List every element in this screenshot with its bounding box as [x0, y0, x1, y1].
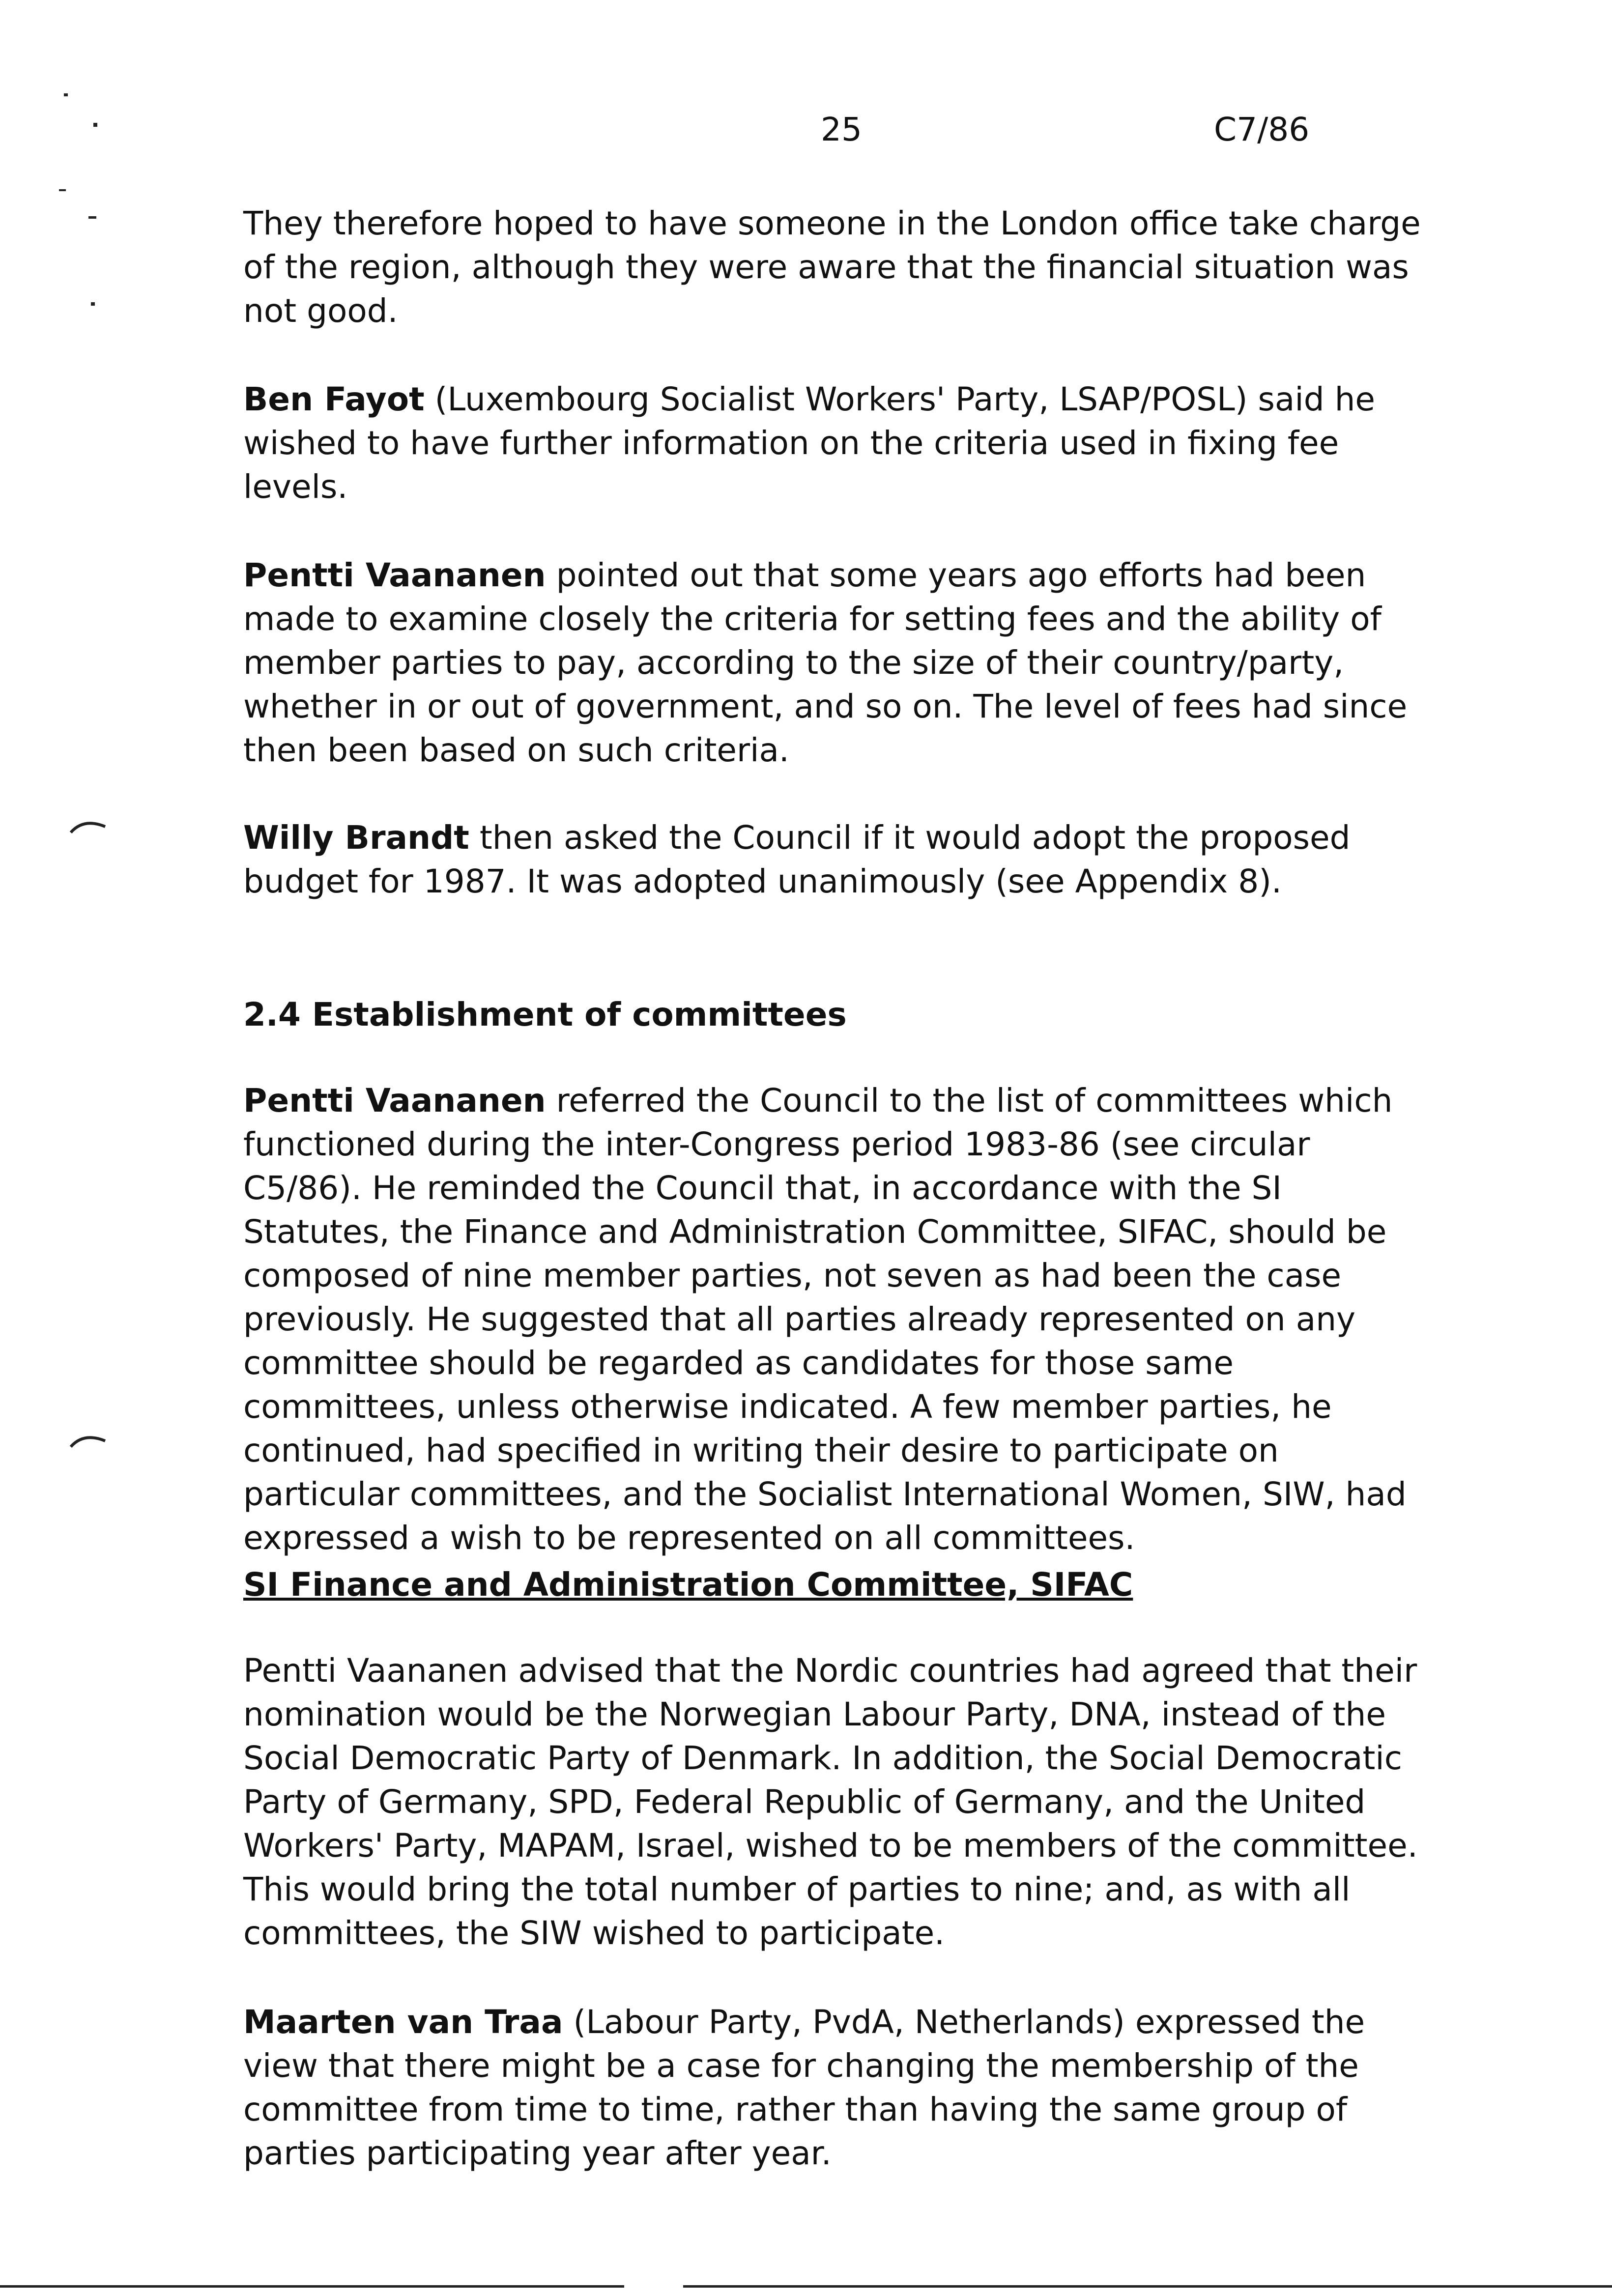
paragraph-text: pointed out that some years ago efforts had been made to examine closely the criteria for setting fees and the ability of member parties to pay, according to the size of their country/party, whether in or out of government, and so on. The level of fees had since then been based on such criteria.	[243, 556, 1408, 769]
section-heading: 2.4 Establishment of committees	[243, 996, 847, 1033]
speaker-name: Ben Fayot	[243, 380, 425, 418]
speaker-name: Pentti Vaananen	[243, 556, 546, 594]
margin-bracket-mark	[69, 1430, 108, 1450]
paragraph-text: referred the Council to the list of committees which functioned during the inter-Congress period 1983-86 (see circular C5/86). He reminded the Council that, in accordance with the SI Statutes, the Finance and Administration Committee, SIFAC, should be composed of nine member parties, not seven as had been the case previously. He suggested that all parties already represented on any committee should be regarded as candidates for those same committees, unless otherwise indicated. A few member parties, he continued, had specified in writing their desire to participate on particular committees, and the Socialist International Women, SIW, had expressed a wish to be represented on all committees.	[243, 1082, 1407, 1557]
scan-mark	[91, 302, 95, 306]
subsection-heading: SI Finance and Administration Committee, SIFAC	[243, 1566, 1133, 1604]
paragraph	[243, 201, 1433, 333]
paragraph	[243, 2000, 1433, 2175]
paragraph	[243, 816, 1433, 903]
scan-mark	[59, 189, 66, 191]
page-number: 25	[821, 111, 862, 148]
paragraph-text: (Labour Party, PvdA, Netherlands) expressed the view that there might be a case for changing the membership of the committee from time to time, rather than having the same group of parties participating year after year.	[243, 2003, 1365, 2172]
paragraph	[243, 1079, 1433, 1560]
margin-bracket-mark	[69, 816, 108, 835]
page-header	[0, 111, 1612, 155]
bottom-rule	[0, 2285, 624, 2288]
paragraph-text: then asked the Council if it would adopt the proposed budget for 1987. It was adopted unanimously (see Appendix 8).	[243, 819, 1351, 900]
paragraph	[243, 377, 1433, 509]
paragraph	[243, 553, 1433, 772]
bottom-rule	[683, 2285, 1612, 2288]
paragraph-text: They therefore hoped to have someone in the London office take charge of the region, although they were aware that the financial situation was not good.	[243, 204, 1421, 330]
document-reference: C7/86	[1214, 111, 1310, 148]
paragraph	[243, 1649, 1433, 1955]
paragraph-text: (Luxembourg Socialist Workers' Party, LSAP/POSL) said he wished to have further information on the criteria used in fixing fee levels.	[243, 380, 1376, 506]
speaker-name: Maarten van Traa	[243, 2003, 563, 2041]
scan-mark	[64, 93, 68, 96]
scan-mark	[88, 216, 96, 219]
paragraph-text: Pentti Vaananen advised that the Nordic countries had agreed that their nomination would be the Norwegian Labour Party, DNA, instead of the Social Democratic Party of Denmark. In addition, the Social Democratic Party of Germany, SPD, Federal Republic of Germany, and the United Workers' Party, MAPAM, Israel, wished to be members of the committee. This would bring the total number of parties to nine; and, as with all committees, the SIW wished to participate.	[243, 1652, 1418, 1952]
speaker-name: Willy Brandt	[243, 819, 469, 857]
speaker-name: Pentti Vaananen	[243, 1082, 546, 1119]
